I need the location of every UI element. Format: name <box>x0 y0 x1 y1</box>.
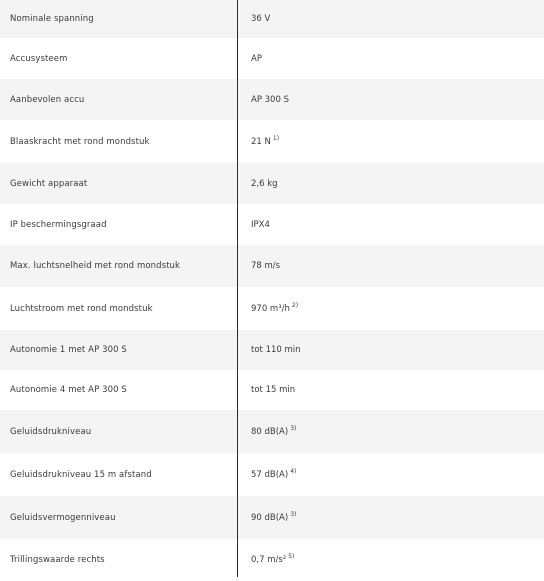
spec-value <box>238 220 272 230</box>
spec-row-ip-beschermingsgraad <box>0 204 544 245</box>
spec-value-text: 80 dB(A) <box>251 426 289 437</box>
spec-value <box>238 179 280 189</box>
spec-label: Gewicht apparaat <box>10 178 88 189</box>
spec-value <box>238 510 297 523</box>
spec-value-text: 21 N <box>251 136 271 147</box>
spec-value <box>238 134 280 147</box>
footnote-ref: 3) <box>290 424 297 432</box>
spec-value <box>238 467 297 480</box>
spec-label: Geluidsdrukniveau 15 m afstand <box>10 469 152 480</box>
spec-value <box>238 54 264 64</box>
spec-value <box>238 14 272 24</box>
spec-label: Autonomie 1 met AP 300 S <box>10 345 127 355</box>
spec-value-text: 970 m³/h <box>251 303 290 314</box>
spec-row-trillingswaarde <box>0 539 544 581</box>
spec-value-text: 57 dB(A) <box>251 469 289 480</box>
spec-row-aanbevolen-accu <box>0 79 544 120</box>
spec-label: Nominale spanning <box>10 14 94 24</box>
footnote-ref: 3) <box>290 510 297 518</box>
spec-label: Geluidsvermogenniveau <box>10 512 116 523</box>
spec-row-geluidsdrukniveau-15m <box>0 453 544 496</box>
spec-value-text: 36 V <box>251 14 271 24</box>
spec-label: Accusysteem <box>10 53 68 64</box>
spec-value <box>238 385 297 395</box>
spec-value <box>238 555 294 565</box>
spec-label: Geluidsdrukniveau <box>10 426 92 437</box>
footnote-ref: 1) <box>272 134 280 142</box>
spec-row-nominale-spanning <box>0 0 544 38</box>
spec-value-text: tot 110 min <box>251 345 301 355</box>
footnote-ref: 5) <box>288 553 295 561</box>
spec-label: Blaaskracht met rond mondstuk <box>10 136 150 147</box>
spec-value <box>238 261 282 271</box>
spec-label: Trillingswaarde rechts <box>10 555 105 565</box>
spec-row-autonomie-1 <box>0 330 544 370</box>
spec-value-text: 0,7 m/s² <box>251 555 287 565</box>
spec-value-text: IPX4 <box>251 219 270 230</box>
spec-row-geluidsvermogenniveau <box>0 496 544 539</box>
spec-value-text: 78 m/s <box>251 261 281 271</box>
spec-row-blaaskracht <box>0 120 544 163</box>
spec-value <box>238 424 297 437</box>
spec-label: IP beschermingsgraad <box>10 219 107 230</box>
spec-label: Max. luchtsnelheid met rond mondstuk <box>10 261 181 271</box>
spec-value-text: 2,6 kg <box>251 178 278 189</box>
column-divider <box>237 0 238 577</box>
spec-label: Aanbevolen accu <box>10 94 85 105</box>
footnote-ref: 4) <box>290 467 297 475</box>
spec-value <box>238 95 291 105</box>
spec-value-text: tot 15 min <box>251 385 296 395</box>
spec-row-geluidsdrukniveau <box>0 410 544 453</box>
spec-value <box>238 301 299 314</box>
spec-label: Luchtstroom met rond mondstuk <box>10 303 153 314</box>
spec-row-max-luchtsnelheid <box>0 245 544 287</box>
spec-label: Autonomie 4 met AP 300 S <box>10 385 127 395</box>
spec-row-autonomie-4 <box>0 370 544 410</box>
spec-value <box>238 345 303 355</box>
footnote-ref: 2) <box>291 301 299 309</box>
spec-value-text: 90 dB(A) <box>251 512 289 523</box>
spec-row-accusysteem <box>0 38 544 79</box>
spec-row-gewicht <box>0 163 544 204</box>
spec-value-text: AP 300 S <box>251 94 289 105</box>
spec-row-luchtstroom <box>0 287 544 330</box>
spec-value-text: AP <box>251 53 262 64</box>
